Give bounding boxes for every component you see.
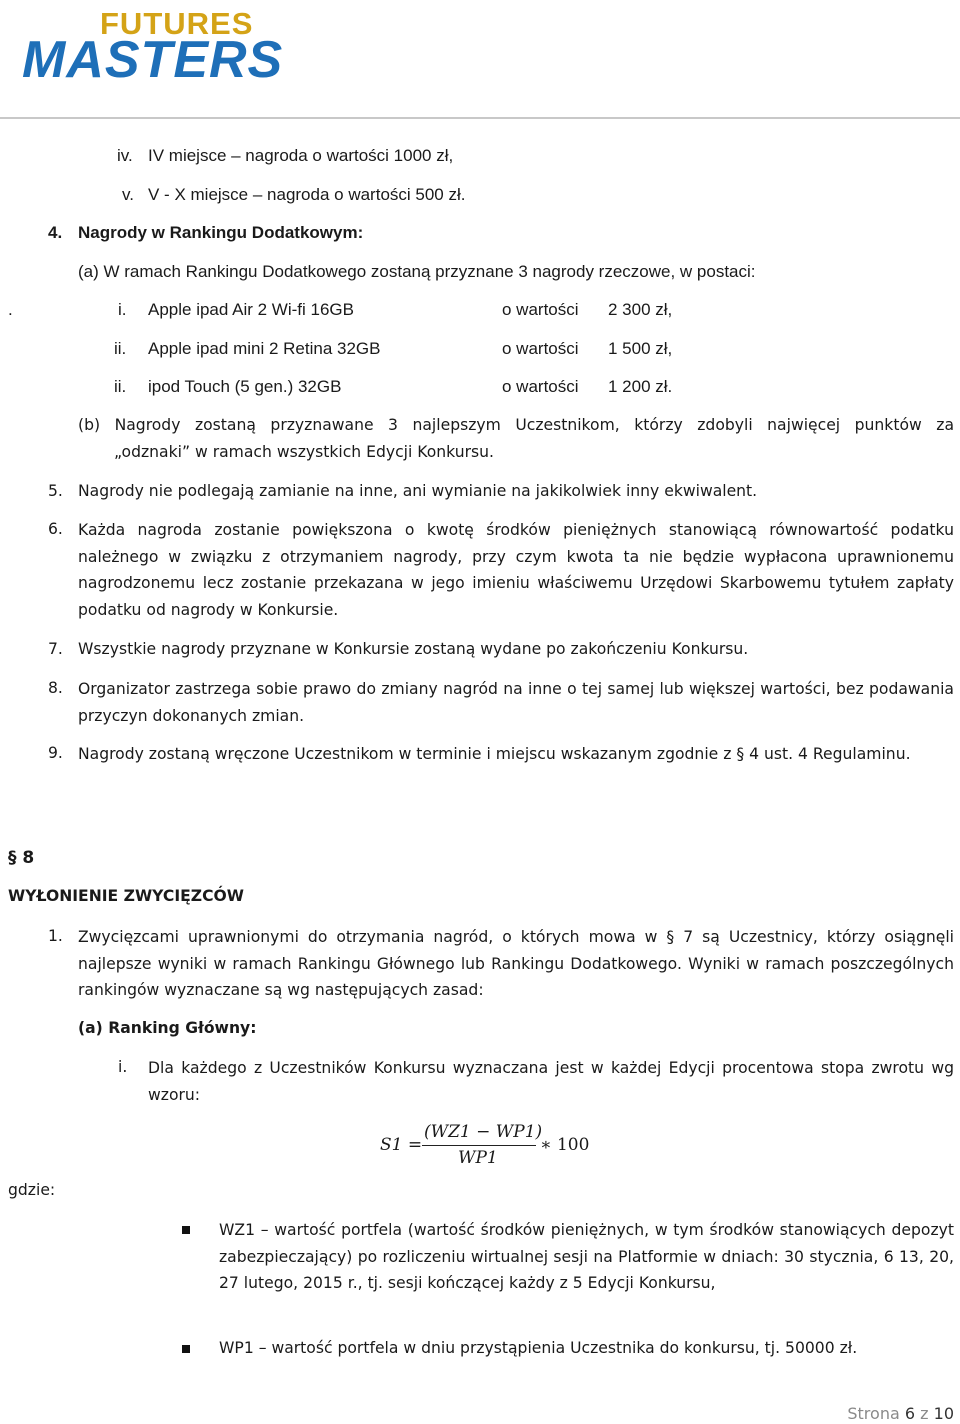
section-4b-line1: (b) Nagrody zostaną przyznawane 3 najlepszym Uczestnikom, którzy zdobyli najwięcej punktów za <box>78 416 954 434</box>
footer-separator: z <box>920 1404 929 1423</box>
logo-masters: MASTERS <box>22 31 284 89</box>
point-6-number: 6. <box>48 520 63 538</box>
prize-2-label: o wartości <box>502 339 579 358</box>
point-7-text: Wszystkie nagrody przyznane w Konkursie zostaną wydane po zakończeniu Konkursu. <box>78 640 749 658</box>
footer-label: Strona <box>847 1404 900 1423</box>
section-4-number: 4. <box>48 223 63 242</box>
page-footer <box>847 1404 954 1423</box>
section-8-mark: § 8 <box>8 848 35 868</box>
point-9-number: 9. <box>48 744 63 762</box>
rule-1-number: 1. <box>48 927 63 945</box>
prize-3-number: ii. <box>114 377 127 396</box>
point-7-number: 7. <box>48 640 63 658</box>
formula-denominator: WP1 <box>458 1148 498 1168</box>
footer-total-pages: 10 <box>933 1404 954 1423</box>
point-6-text: Każda nagroda zostanie powiększona o kwotę środków pieniężnych stanowiącą równowartość podatku należnego w związku z otrzymaniem nagrody, przy czym kwota ta nie będzie wypłacona uprawnionemu nagrodzonemu lecz zostanie przekazana w jego imieniu właściwemu Urzędowi Skarbowemu tytułem zapłaty podatku od nagrody w Konkursie. <box>78 521 954 620</box>
footer-page-number: 6 <box>904 1404 916 1423</box>
prize-1-number: i. <box>118 300 127 319</box>
point-5-number: 5. <box>48 482 63 500</box>
prize-3-value: 1 200 zł. <box>608 377 673 396</box>
prize-1-label: o wartości <box>502 300 579 319</box>
formula-tail: ∗ 100 <box>540 1135 590 1155</box>
ranking-main-heading: (a) Ranking Główny: <box>78 1019 257 1037</box>
prize-2-name: Apple ipad mini 2 Retina 32GB <box>148 339 381 358</box>
logo-futures: FUTURES <box>100 6 254 41</box>
item-v-text: V - X miejsce – nagroda o wartości 500 zł. <box>148 185 466 204</box>
gdzie-label: gdzie: <box>8 1181 56 1199</box>
ranking-i-number: i. <box>118 1058 128 1076</box>
definition-wz1: WZ1 – wartość portfela (wartość środków pieniężnych, w tym środków stanowiących depozyt zabezpieczający) po rozliczeniu wirtualnej sesji na Platformie w dniach: 30 stycznia, 6 13, 20, 27 lutego, 2015 r., tj. sesji kończącej każdy z 5 Edycji Konkursu, <box>219 1221 954 1293</box>
prize-2-value: 1 500 zł, <box>608 339 673 358</box>
point-9-text: Nagrody zostaną wręczone Uczestnikom w terminie i miejscu wskazanym zgodnie z § 4 ust. 4 Regulaminu. <box>78 745 911 763</box>
prize-1-value: 2 300 zł, <box>608 300 673 319</box>
section-8-title: WYŁONIENIE ZWYCIĘZCÓW <box>8 887 244 905</box>
header-divider <box>0 117 960 119</box>
point-5-text: Nagrody nie podlegają zamianie na inne, ani wymianie na jakikolwiek inny ekwiwalent. <box>78 482 758 500</box>
prize-3-name: ipod Touch (5 gen.) 32GB <box>148 377 342 396</box>
formula-lhs: S1 = <box>380 1135 423 1155</box>
item-iv-number: iv. <box>117 146 133 165</box>
formula-fraction-bar <box>422 1145 536 1146</box>
prize-2-number: ii. <box>114 339 127 358</box>
section-4a-text: (a) W ramach Rankingu Dodatkowego zostaną przyznane 3 nagrody rzeczowe, w postaci: <box>78 262 756 281</box>
section-4-title: Nagrody w Rankingu Dodatkowym: <box>78 223 364 242</box>
point-8-text: Organizator zastrzega sobie prawo do zmiany nagród na inne o tej samej lub większej wartości, bez podawania przyczyn dokonanych zmian. <box>78 680 954 725</box>
bullet-square-icon <box>182 1345 190 1353</box>
prize-1-name: Apple ipad Air 2 Wi-fi 16GB <box>148 300 354 319</box>
item-iv-text: IV miejsce – nagroda o wartości 1000 zł, <box>148 146 454 165</box>
section-4b-line2: „odznaki” w ramach wszystkich Edycji Konkursu. <box>114 443 494 461</box>
definition-wp1: WP1 – wartość portfela w dniu przystąpienia Uczestnika do konkursu, tj. 50000 zł. <box>219 1339 858 1357</box>
point-8-number: 8. <box>48 679 63 697</box>
formula-numerator: (WZ1 − WP1) <box>424 1122 543 1142</box>
prize-3-label: o wartości <box>502 377 579 396</box>
bullet-square-icon <box>182 1226 190 1234</box>
ranking-i-text: Dla każdego z Uczestników Konkursu wyznaczana jest w każdej Edycji procentowa stopa zwrotu wg wzoru: <box>148 1059 954 1104</box>
rule-1-text: Zwycięzcami uprawnionymi do otrzymania nagród, o których mowa w § 7 są Uczestnicy, którzy osiągnęli najlepsze wyniki w ramach Rankingu Głównego lub Rankingu Dodatkowego. Wyniki w ramach poszczególnych rankingów wyznaczane są wg następujących zasad: <box>78 928 954 1000</box>
item-v-number: v. <box>122 185 134 204</box>
stray-dot: . <box>8 300 13 319</box>
logo <box>22 6 284 89</box>
